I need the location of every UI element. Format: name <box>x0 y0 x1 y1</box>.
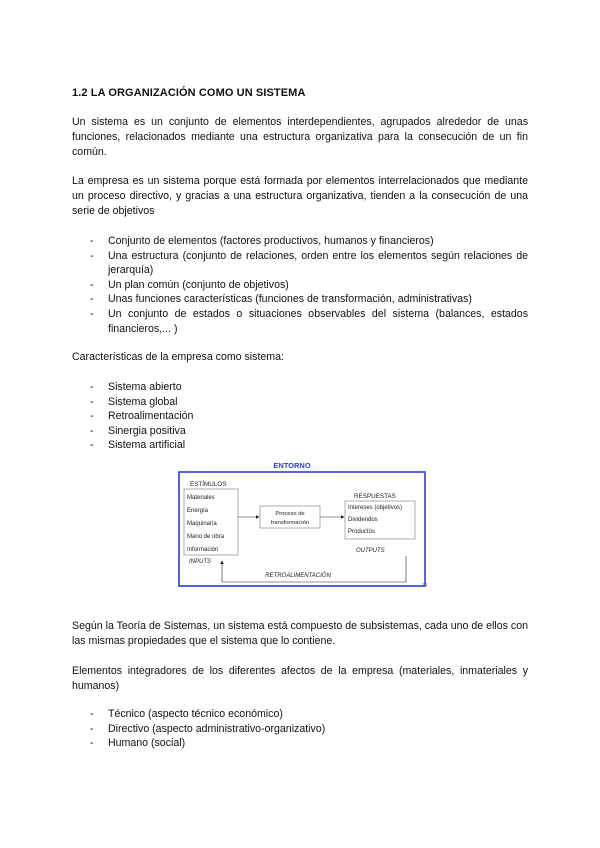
response-item: Productos <box>348 529 376 535</box>
response-item: Intereses (objetivos) <box>348 505 403 511</box>
subsystems-paragraph: Según la Teoría de Sistemas, un sistema está compuesto de subsistemas, cada uno de ellos con las mismas propiedades que el sistema que lo contiene. <box>72 620 528 647</box>
stimulus-item: Energía <box>187 508 209 514</box>
system-definition-paragraph: Un sistema es un conjunto de elementos interdependientes, agrupados alrededor de unas funciones, relacionados mediante una estructura organizativa para la consecución de un fin común. <box>72 116 528 158</box>
list-item: - Conjunto de elementos (factores productivos, humanos y financieros) <box>90 235 434 247</box>
section-heading: 1.2 LA ORGANIZACIÓN COMO UN SISTEMA <box>72 87 306 99</box>
list-item: - Una estructura (conjunto de relaciones, orden entre los elementos según relaciones de jerarquía) <box>90 249 528 277</box>
stimulus-item: Materiales <box>187 495 215 501</box>
company-elements-list <box>90 234 528 336</box>
list-item: - Un conjunto de estados o situaciones observables del sistema (balances, estados financieros,... ) <box>90 307 528 335</box>
list-item: - Un plan común (conjunto de objetivos) <box>90 278 289 291</box>
company-system-paragraph: La empresa es un sistema porque está formada por elementos interrelacionados que mediante un proceso directivo, y gracias a una estructura organizativa, tienden a la consecución de una serie de objetivos <box>72 175 528 217</box>
responses-title: RESPUESTAS <box>354 493 396 500</box>
characteristics-title: Características de la empresa como sistema: <box>72 351 284 363</box>
integrators-paragraph: Elementos integradores de los diferentes afectos de la empresa (materiales, inmateriales y humanos) <box>72 665 528 692</box>
stimulus-item: Información <box>187 547 219 553</box>
outputs-label: OUTPUTS <box>356 548 385 554</box>
list-item: - Sistema artificial <box>90 439 186 452</box>
feedback-label: RETROALIMENTACIÓN <box>265 573 331 579</box>
list-item: - Técnico (aspecto técnico económico) <box>90 708 283 720</box>
characteristics-list <box>90 380 528 453</box>
list-item: - Unas funciones características (funciones de transformación, administrativas) <box>90 293 472 306</box>
process-label: Proceso de <box>275 511 305 517</box>
list-item: - Sistema global <box>90 395 178 408</box>
list-item: - Humano (social) <box>90 737 186 750</box>
inputs-label: INPUTS <box>189 559 212 565</box>
diagram-title: ENTORNO <box>273 461 311 470</box>
integrators-list <box>90 707 528 751</box>
page-marker: 14 <box>422 582 428 587</box>
list-item: - Directivo (aspecto administrativo-organizativo) <box>90 722 326 735</box>
response-item: Dividendos <box>348 517 378 523</box>
process-label: transformación <box>270 520 310 526</box>
system-diagram <box>178 461 430 589</box>
stimulus-item: Mano de obra <box>187 534 225 540</box>
list-item: - Sinergia positiva <box>90 424 186 437</box>
stimulus-item: Maquinaria <box>187 521 217 527</box>
list-item: - Retroalimentación <box>90 410 194 423</box>
stimuli-title: ESTÍMULOS <box>190 481 227 488</box>
list-item: - Sistema abierto <box>90 381 182 393</box>
